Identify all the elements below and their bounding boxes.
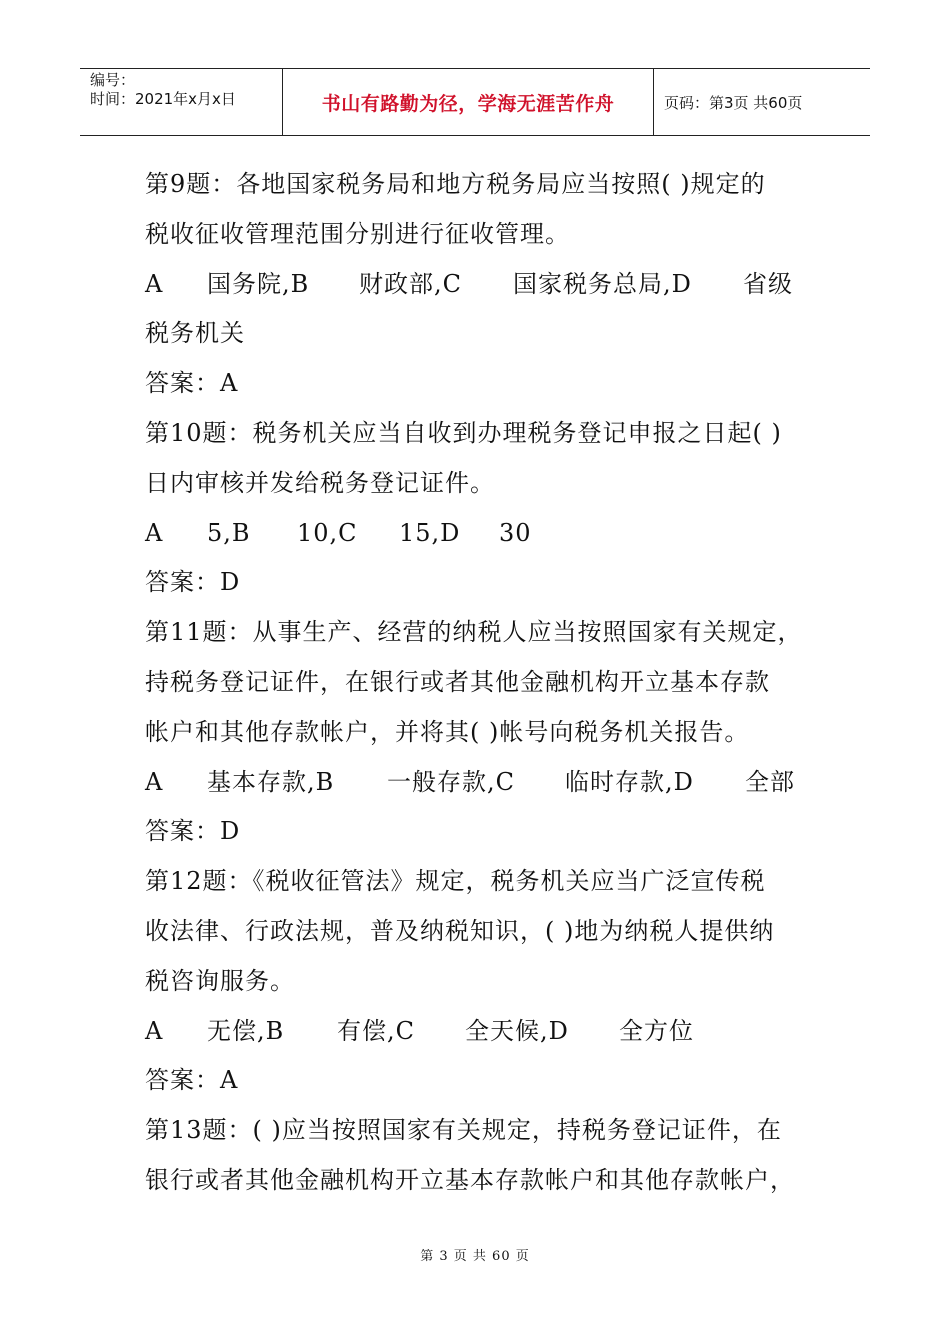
question-text: 第10题：税务机关应当自收到办理税务登记申报之日起( ) (145, 418, 782, 447)
option-text: 有偿,C (337, 1016, 415, 1045)
number-label: 编号： (90, 71, 136, 89)
page-info-text: 页码：第3页 共60页 (664, 93, 803, 112)
question-text: 收法律、行政法规，普及纳税知识，( )地为纳税人提供纳 (145, 916, 775, 945)
header-meta (80, 69, 282, 135)
question-text: 税收征收管理范围分别进行征收管理。 (145, 219, 570, 248)
question-text: 持税务登记证件，在银行或者其他金融机构开立基本存款 (145, 667, 770, 696)
question-options (145, 260, 815, 310)
option-text: 财政部,C (359, 269, 462, 298)
document-body (145, 160, 815, 1206)
option-text: 全天候,D (465, 1016, 569, 1045)
question-options (145, 758, 815, 808)
question-text: 第12题：《税收征管法》规定，税务机关应当广泛宣传税 (145, 867, 766, 896)
answer-text: 答案：D (145, 568, 241, 597)
option-text: 一般存款,C (387, 767, 515, 796)
header-motto: 书山有路勤为径，学海无涯苦作舟 (321, 92, 615, 115)
option-text: 国家税务总局,D (513, 269, 692, 298)
question-text: 第13题：( )应当按照国家有关规定，持税务登记证件，在 (145, 1116, 782, 1145)
option-continuation: 税务机关 (145, 319, 245, 348)
question-text: 银行或者其他金融机构开立基本存款帐户和其他存款帐户， (145, 1165, 795, 1194)
option-text: 无偿,B (207, 1016, 285, 1045)
question-options (145, 509, 815, 559)
page-header (80, 68, 870, 136)
option-text: 5,B (207, 518, 251, 547)
option-text: A (145, 767, 164, 796)
option-text: 15,D (399, 518, 461, 547)
option-text: 基本存款,B (207, 767, 335, 796)
option-text: 30 (499, 518, 532, 547)
question-text: 帐户和其他存款帐户，并将其( )帐号向税务机关报告。 (145, 717, 750, 746)
header-page-info (654, 69, 870, 135)
answer-text: 答案：A (145, 1066, 239, 1095)
header-motto-cell (282, 69, 654, 135)
answer-text: 答案：A (145, 369, 239, 398)
question-options (145, 1007, 815, 1057)
option-text: A (145, 518, 164, 547)
time-label: 时间：2021年x月x日 (90, 90, 236, 108)
option-text: 全方位 (619, 1016, 694, 1045)
option-text: 临时存款,D (565, 767, 694, 796)
option-text: 国务院,B (207, 269, 310, 298)
question-text: 税咨询服务。 (145, 966, 295, 995)
question-text: 日内审核并发给税务登记证件。 (145, 468, 495, 497)
question-text: 第11题：从事生产、经营的纳税人应当按照国家有关规定， (145, 618, 803, 647)
option-text: A (145, 269, 164, 298)
answer-text: 答案：D (145, 817, 241, 846)
option-text: 10,C (297, 518, 358, 547)
option-text: 省级 (743, 269, 793, 298)
page-footer: 第 3 页 共 60 页 (420, 1249, 530, 1264)
option-text: 全部 (745, 767, 795, 796)
question-text: 第9题：各地国家税务局和地方税务局应当按照( )规定的 (145, 170, 766, 198)
option-text: A (145, 1016, 164, 1045)
